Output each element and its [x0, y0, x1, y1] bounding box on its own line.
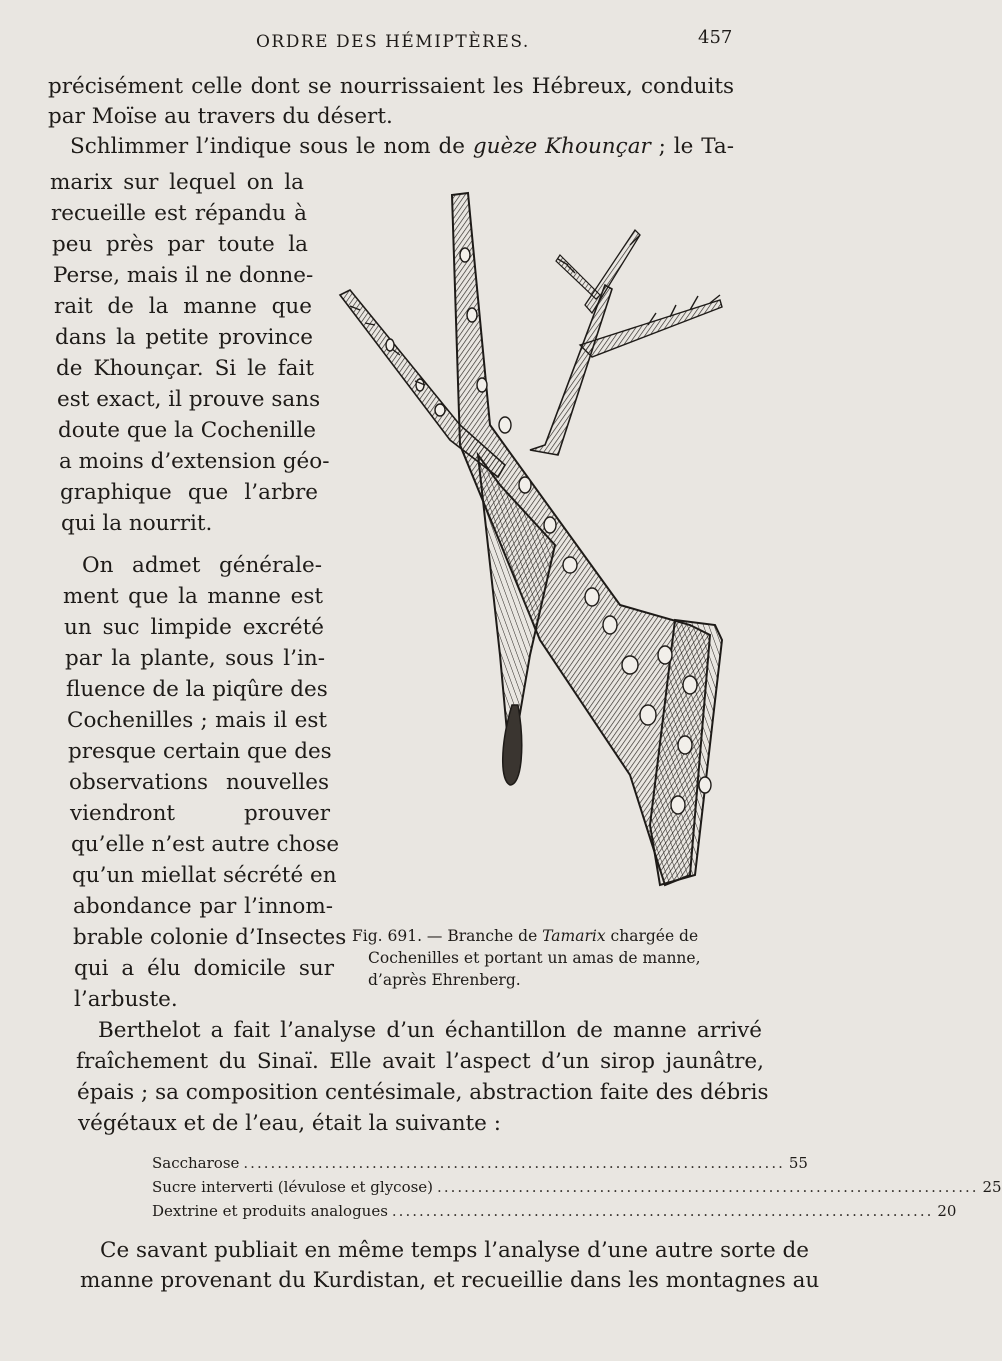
composition-label: Sucre interverti (lévulose et glycose): [152, 1178, 434, 1196]
caption-line: [352, 925, 762, 947]
composition-label: Dextrine et produits analogues: [152, 1202, 388, 1220]
table-row: [152, 1154, 808, 1178]
table-row: [152, 1178, 1002, 1202]
text-line: Berthelot a fait l’analyse d’un échantillon de manne arrivé: [98, 1018, 762, 1043]
text-line: fraîchement du Sinaï. Elle avait l’aspect d’un sirop jaunâtre,: [76, 1049, 764, 1074]
text-line: peu près par toute la: [52, 232, 308, 257]
text-line: épais ; sa composition centésimale, abstraction faite des débris: [77, 1080, 769, 1105]
page-number: 457: [698, 27, 733, 48]
text-line: un suc limpide excrété: [64, 615, 324, 640]
text-line: Cochenilles ; mais il est: [67, 708, 327, 733]
composition-label: Saccharose: [152, 1154, 240, 1172]
text-line: abondance par l’innom-: [73, 894, 333, 919]
text-line: doute que la Cochenille: [58, 418, 316, 443]
tamarix-branch-illustration: [330, 185, 740, 905]
figure-caption: [352, 925, 762, 991]
composition-value: 25: [982, 1178, 1002, 1196]
text-line: On admet générale-: [82, 553, 322, 578]
text-line: dans la petite province: [55, 325, 313, 350]
text-line: rait de la manne que: [54, 294, 312, 319]
dot-leader: ................................................................................: [243, 1154, 785, 1172]
text-line: précisément celle dont se nourrissaient les Hébreux, conduits: [48, 74, 734, 99]
text-line: manne provenant du Kurdistan, et recueillie dans les montagnes au: [80, 1268, 820, 1293]
text-line: a moins d’extension géo-: [59, 449, 330, 474]
text-line: fluence de la piqûre des: [66, 677, 328, 702]
text-line: qui a élu domicile sur: [74, 956, 334, 981]
running-head: ORDRE DES HÉMIPTÈRES.: [256, 32, 530, 52]
text-line: graphique que l’arbre: [60, 480, 318, 505]
text-line: de Khounçar. Si le fait: [56, 356, 314, 381]
text-span: ; le Ta-: [650, 134, 734, 159]
table-row: [152, 1202, 957, 1226]
caption-line: d’après Ehrenberg.: [368, 971, 521, 989]
text-line: presque certain que des: [68, 739, 332, 764]
composition-table: [152, 1154, 1002, 1226]
text-line: qui la nourrit.: [61, 511, 213, 536]
text-span: Schlimmer l’indique sous le nom de: [70, 134, 473, 159]
text-line: est exact, il prouve sans: [57, 387, 321, 412]
text-line: [70, 132, 734, 162]
text-span: chargée de: [605, 927, 699, 945]
text-line: brable colonie d’Insectes: [73, 925, 347, 950]
text-line: qu’un miellat sécrété en: [72, 863, 337, 888]
dot-leader: ................................................................................: [391, 1202, 934, 1220]
text-line: par Moïse au travers du désert.: [48, 104, 393, 129]
italic-term: Tamarix: [542, 927, 606, 945]
text-line: observations nouvelles: [69, 770, 329, 795]
text-line: viendront prouver: [70, 801, 330, 826]
caption-line: Cochenilles et portant un amas de manne,: [368, 949, 701, 967]
text-line: par la plante, sous l’in-: [65, 646, 325, 671]
text-line: recueille est répandu à: [51, 201, 307, 226]
text-line: végétaux et de l’eau, était la suivante :: [78, 1111, 501, 1136]
italic-term: guèze Khounçar: [472, 134, 651, 159]
text-line: l’arbuste.: [74, 987, 178, 1012]
text-line: marix sur lequel on la: [50, 170, 304, 195]
dot-leader: ................................................................................: [437, 1178, 979, 1196]
text-line: Ce savant publiait en même temps l’analyse d’une autre sorte de: [100, 1238, 810, 1263]
composition-value: 20: [937, 1202, 957, 1220]
text-line: qu’elle n’est autre chose: [71, 832, 340, 857]
text-span: Fig. 691. — Branche de: [352, 927, 543, 945]
composition-value: 55: [788, 1154, 808, 1172]
text-line: ment que la manne est: [63, 584, 323, 609]
text-line: Perse, mais il ne donne-: [53, 263, 314, 288]
